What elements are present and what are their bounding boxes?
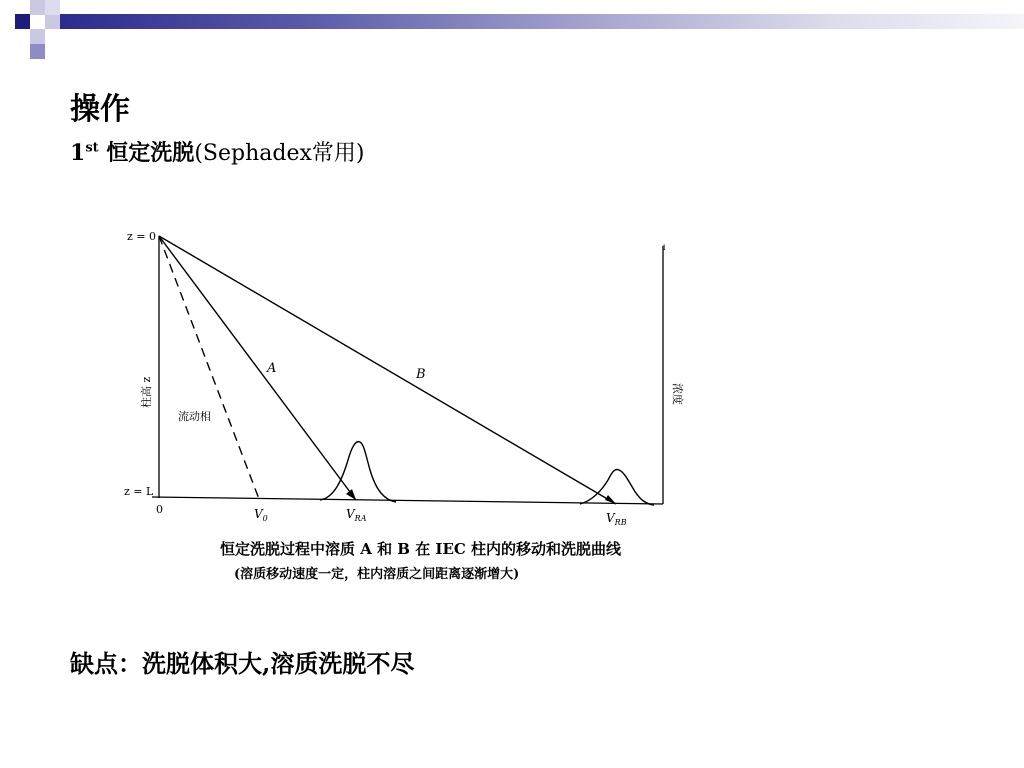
line-b-label: B — [416, 367, 426, 382]
slide-title: 操作 — [70, 92, 130, 127]
elution-diagram-svg — [112, 218, 692, 593]
figure-caption-line1: 恒定洗脱过程中溶质 A 和 B 在 IEC 柱内的移动和洗脱曲线 — [220, 540, 622, 558]
header-gradient-bar — [60, 14, 1024, 29]
disadvantage-note: 缺点：洗脱体积大,溶质洗脱不尽 — [70, 649, 415, 678]
line-a-label: A — [267, 361, 277, 376]
vra-label: $V_{RA}$ — [346, 507, 367, 523]
mobile-phase-label: 流动相 — [178, 410, 211, 423]
column-height-label: 柱高 z — [140, 376, 153, 408]
origin-label: 0 — [156, 503, 163, 516]
solute-b-line — [159, 236, 616, 504]
arrowhead-a — [346, 489, 356, 500]
figure-caption-line2: (溶质移动速度一定，柱内溶质之间距离逐渐增大) — [234, 567, 520, 582]
subtitle-note: (Sephadex常用) — [194, 141, 365, 166]
solute-a-line — [159, 236, 356, 500]
subtitle-method: 恒定洗脱 — [98, 140, 195, 166]
concentration-label: 浓度 — [671, 383, 684, 405]
z0-label: z = 0 — [127, 230, 157, 243]
elution-diagram — [112, 218, 692, 593]
corner-square-dark-1 — [15, 14, 30, 29]
subtitle-ordinal: 1 — [70, 140, 86, 166]
subtitle-ordinal-suffix: st — [85, 140, 99, 156]
right-axis-tick: 1 — [662, 244, 667, 252]
corner-square-light-1 — [30, 0, 45, 15]
slide-subtitle — [70, 136, 364, 167]
mobile-phase-line — [159, 236, 259, 499]
zl-label: z = L — [124, 485, 154, 498]
v0-label: $V_0$ — [254, 507, 268, 523]
corner-square-light-2 — [45, 14, 60, 29]
peak-b — [580, 469, 654, 505]
baseline-axis — [152, 497, 663, 504]
corner-square-light-4 — [45, 0, 60, 15]
vrb-label: $V_{RB}$ — [606, 511, 627, 527]
peak-a — [320, 442, 396, 502]
corner-square-mid-1 — [30, 44, 45, 59]
corner-square-light-3 — [30, 29, 45, 44]
